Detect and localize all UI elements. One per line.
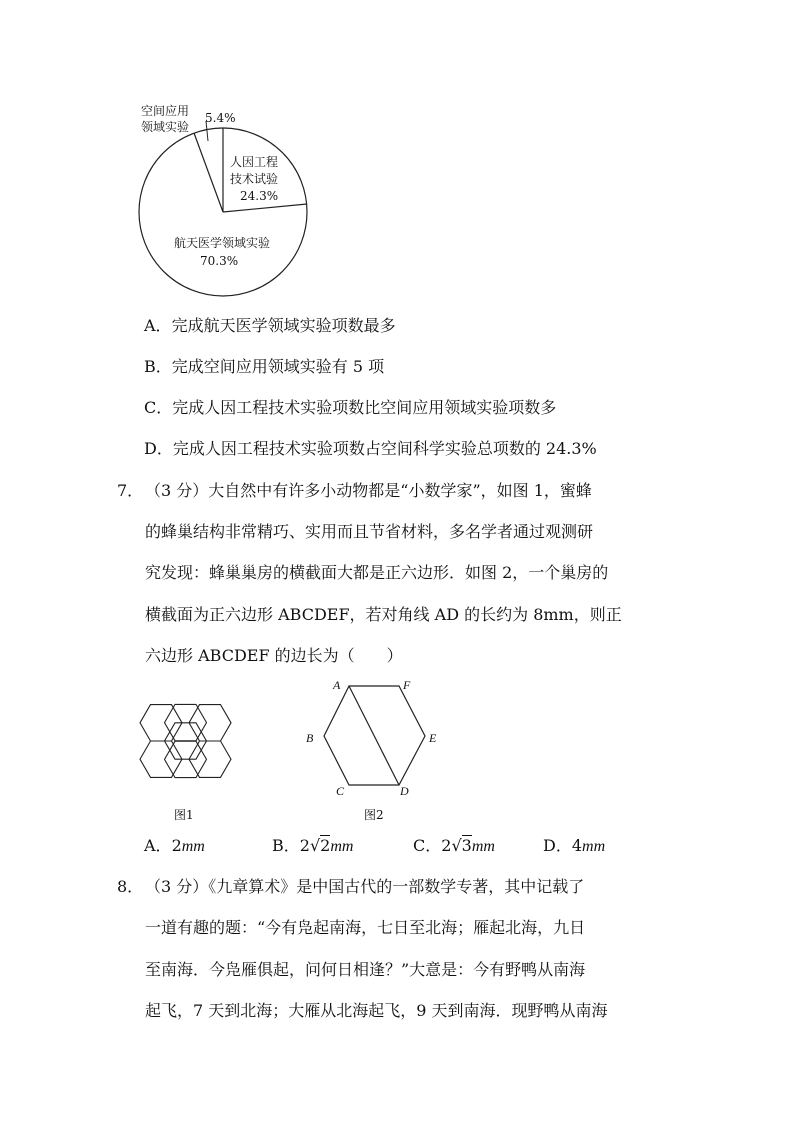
q7-option-c: [413, 836, 495, 857]
q6-option-a-text: 完成航天医学领域实验项数最多: [171, 316, 396, 335]
q6-option-b-text: 完成空间应用领域实验有 5 项: [171, 357, 385, 376]
q8-number: 8．: [117, 877, 144, 896]
slice-label-space-line1: 空间应用: [141, 104, 190, 118]
q7-option-c-radicand: 3: [461, 836, 472, 855]
q6-option-d: [144, 439, 597, 459]
q6-option-a: [144, 316, 396, 336]
q6-option-b: [144, 357, 384, 377]
q6-option-c-text: 完成人因工程技术实验项数比空间应用领域实验项数多: [172, 398, 557, 417]
q7-option-c-coef: 2: [441, 836, 452, 855]
slice-label-human-line1: 人因工程: [230, 155, 279, 169]
slice-label-medical: 航天医学领域实验: [174, 236, 271, 250]
q7-option-d-letter: D．: [543, 836, 572, 855]
q8-line-1: （3 分）《九章算术》是中国古代的一部数学专著，其中记载了: [145, 877, 585, 896]
figure-1-caption: 图1: [174, 808, 194, 822]
q6-option-c: [144, 398, 556, 418]
q7-option-a-value: 2: [171, 836, 182, 855]
q7-option-c-letter: C．: [413, 836, 442, 855]
q7-option-d-unit: mm: [582, 838, 606, 855]
figure-2-caption: 图2: [364, 808, 384, 822]
q6-option-d-letter: D．: [144, 439, 173, 458]
vertex-label-d: D: [400, 784, 409, 798]
q8-line-4: 起飞，7 天到北海；大雁从北海起飞，9 天到南海．现野鸭从南海: [145, 1001, 608, 1020]
q6-option-a-letter: A．: [144, 316, 172, 335]
q8-line-3: 至南海．今凫雁俱起，问何日相逢？”大意是：今有野鸭从南海: [145, 960, 586, 979]
q7-option-d-value: 4: [571, 836, 583, 855]
vertex-label-b: B: [306, 731, 314, 745]
q7-line-4: 横截面为正六边形 ABCDEF，若对角线 AD 的长约为 8mm，则正: [145, 605, 622, 624]
q7-line-2: 的蜂巢结构非常精巧、实用而且节省材料，多名学者通过观测研: [145, 522, 594, 541]
q7-option-b: [272, 836, 353, 857]
figure-1-honeycomb: [135, 692, 235, 790]
q7-option-a-unit: mm: [181, 838, 205, 855]
sqrt-symbol-c: √: [451, 836, 462, 855]
vertex-label-a: A: [333, 678, 341, 692]
vertex-label-c: C: [336, 784, 345, 798]
q7-option-b-letter: B．: [272, 836, 300, 855]
vertex-label-f: F: [403, 678, 411, 692]
vertex-label-e: E: [429, 731, 437, 745]
q7-option-d: [543, 836, 605, 857]
q7-option-b-unit: mm: [330, 838, 354, 855]
q6-option-d-text: 完成人因工程技术实验项数占空间科学实验总项数的 24.3%: [172, 439, 597, 458]
q7-line-1: （3 分）大自然中有许多小动物都是“小数学家”，如图 1，蜜蜂: [145, 481, 592, 500]
q6-option-b-letter: B．: [144, 357, 172, 376]
q8-line-2: 一道有趣的题：“今有凫起南海，七日至北海；雁起北海，九日: [145, 918, 586, 937]
figure-2-hexagon: [300, 675, 450, 800]
q7-line-3: 究发现：蜂巢巢房的横截面大都是正六边形．如图 2，一个巢房的: [145, 563, 609, 582]
diagonal-ad: [349, 686, 399, 785]
q7-option-b-radicand: 2: [320, 836, 331, 855]
q7-option-c-unit: mm: [471, 838, 495, 855]
slice-value-human: 24.3%: [240, 189, 279, 203]
q7-line-5: 六边形 ABCDEF 的边长为（ ）: [145, 646, 403, 665]
slice-label-space-line2: 领域实验: [141, 120, 190, 134]
slice-label-human-line2: 技术试验: [230, 172, 279, 186]
q7-option-b-coef: 2: [299, 836, 310, 855]
hexagon-svg: [300, 675, 450, 800]
q7-option-a-letter: A．: [144, 836, 172, 855]
q7-number: 7．: [117, 481, 144, 500]
q7-option-a: [144, 836, 205, 857]
honeycomb-svg: [135, 692, 235, 790]
slice-value-space: 5.4%: [205, 111, 236, 125]
q6-option-c-letter: C．: [144, 398, 173, 417]
sqrt-symbol-b: √: [309, 836, 321, 855]
slice-value-medical: 70.3%: [200, 254, 239, 268]
